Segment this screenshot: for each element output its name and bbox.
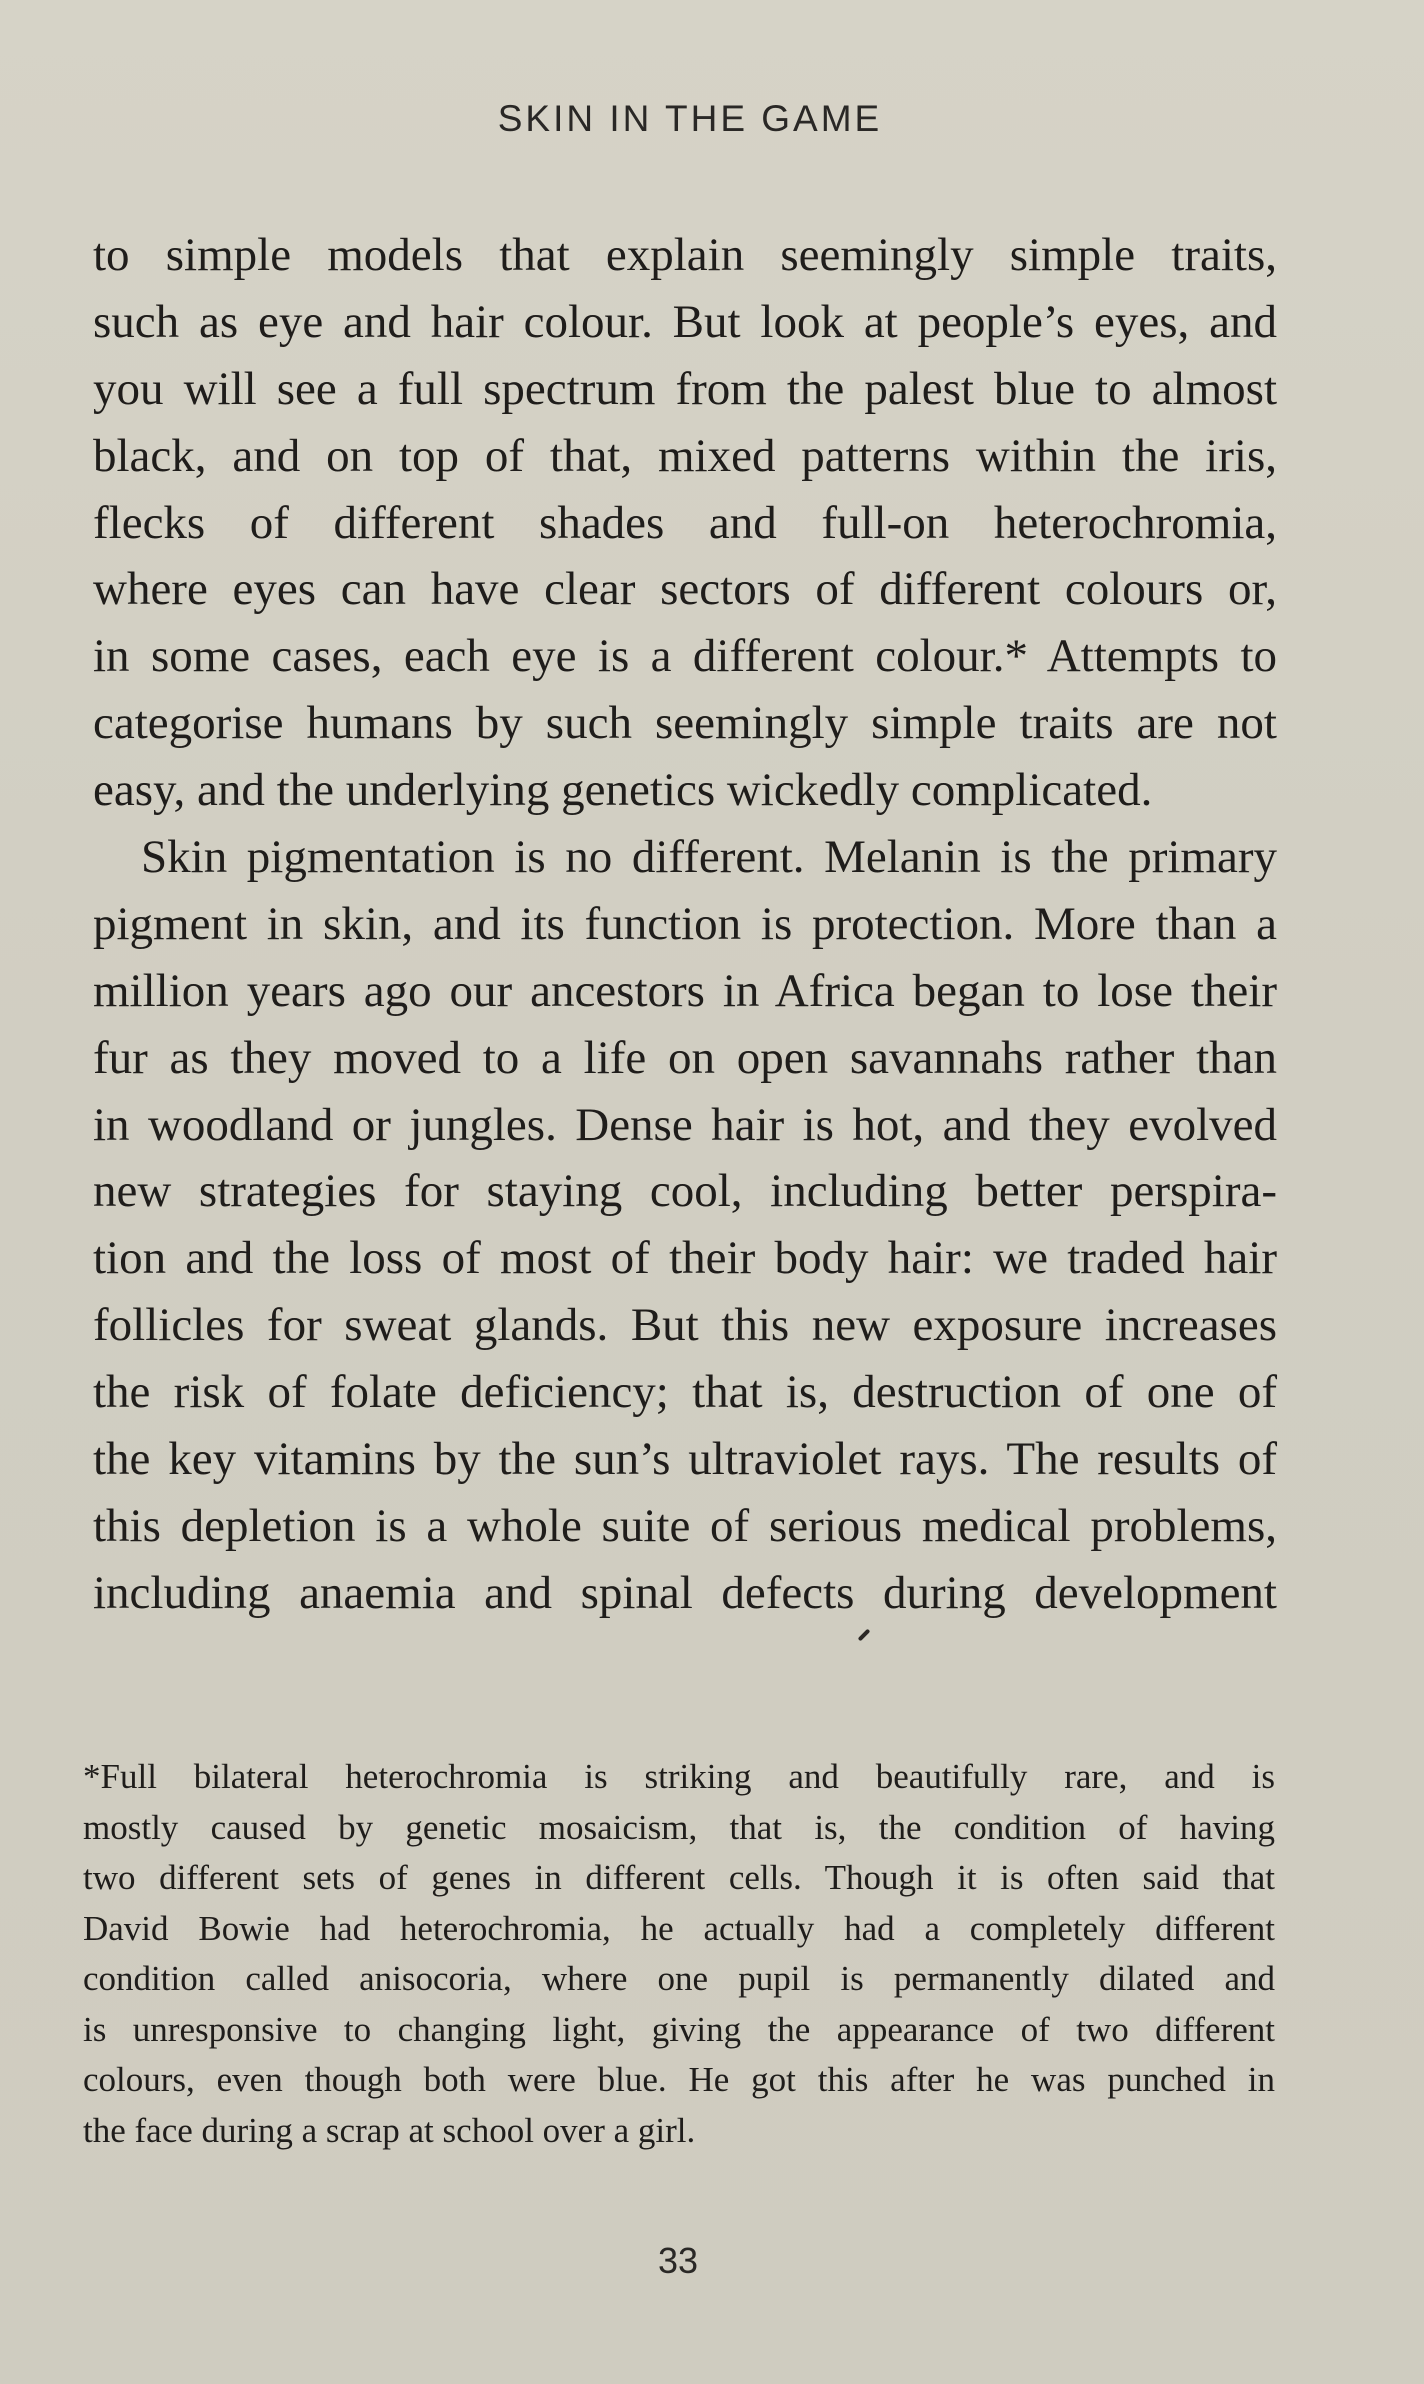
footnote-line: *Full bilateral heterochromia is striking and beautifully rare, and is [83, 1757, 1275, 1796]
text-line: tion and the loss of most of their body hair: we traded hair [93, 1232, 1277, 1285]
running-head: SKIN IN THE GAME [497, 98, 883, 139]
text-line: pigment in skin, and its function is protection. More than a [93, 897, 1277, 950]
text-line: including anaemia and spinal defects during development [93, 1566, 1277, 1619]
text-line: you will see a full spectrum from the palest blue to almost [93, 362, 1277, 415]
text-line: flecks of different shades and full-on heterochromia, [93, 496, 1277, 549]
paragraph-2 [93, 824, 1277, 1627]
footnote [83, 1752, 1275, 2156]
text-line: this depletion is a whole suite of serious medical problems, [93, 1499, 1277, 1552]
text-line: the risk of folate deficiency; that is, destruction of one of [93, 1366, 1277, 1419]
page-number: 33 [657, 2240, 699, 2281]
footnote-line: David Bowie had heterochromia, he actually had a completely different [83, 1908, 1275, 1948]
text-line: follicles for sweat glands. But this new exposure increases [93, 1299, 1277, 1352]
text-line: fur as they moved to a life on open savannahs rather than [93, 1031, 1277, 1084]
text-line: new strategies for staying cool, including better perspira- [93, 1165, 1277, 1218]
pencil-mark [858, 1629, 871, 1642]
footnote-line: condition called anisocoria, where one pupil is permanently dilated and [83, 1959, 1275, 1998]
paragraph-1 [93, 222, 1277, 824]
text-line: such as eye and hair colour. But look at people’s eyes, and [93, 295, 1277, 348]
footnote-line: two different sets of genes in different cells. Though it is often said that [83, 1858, 1275, 1897]
text-line: easy, and the underlying genetics wickedly complicated. [93, 764, 1153, 817]
footnote-line: colours, even though both were blue. He got this after he was punched in [83, 2060, 1275, 2099]
text-line: categorise humans by such seemingly simple traits are not [93, 697, 1277, 750]
text-line: to simple models that explain seemingly simple traits, [93, 229, 1277, 281]
text-line: in some cases, each eye is a different colour.* Attempts to [93, 630, 1277, 683]
text-line: in woodland or jungles. Dense hair is hot, and they evolved [93, 1098, 1277, 1151]
text-line: black, and on top of that, mixed patterns within the iris, [93, 429, 1277, 482]
footnote-line: the face during a scrap at school over a girl. [83, 2110, 696, 2150]
footnote-line: mostly caused by genetic mosaicism, that is, the condition of having [83, 1807, 1275, 1847]
text-line: the key vitamins by the sun’s ultraviolet rays. The results of [93, 1433, 1277, 1486]
body-text [93, 222, 1277, 1627]
text-line: Skin pigmentation is no different. Melanin is the primary [141, 831, 1277, 884]
text-line: where eyes can have clear sectors of different colours or, [93, 563, 1277, 616]
text-line: million years ago our ancestors in Africa began to lose their [93, 964, 1277, 1017]
footnote-line: is unresponsive to changing light, giving the appearance of two different [83, 2009, 1275, 2049]
